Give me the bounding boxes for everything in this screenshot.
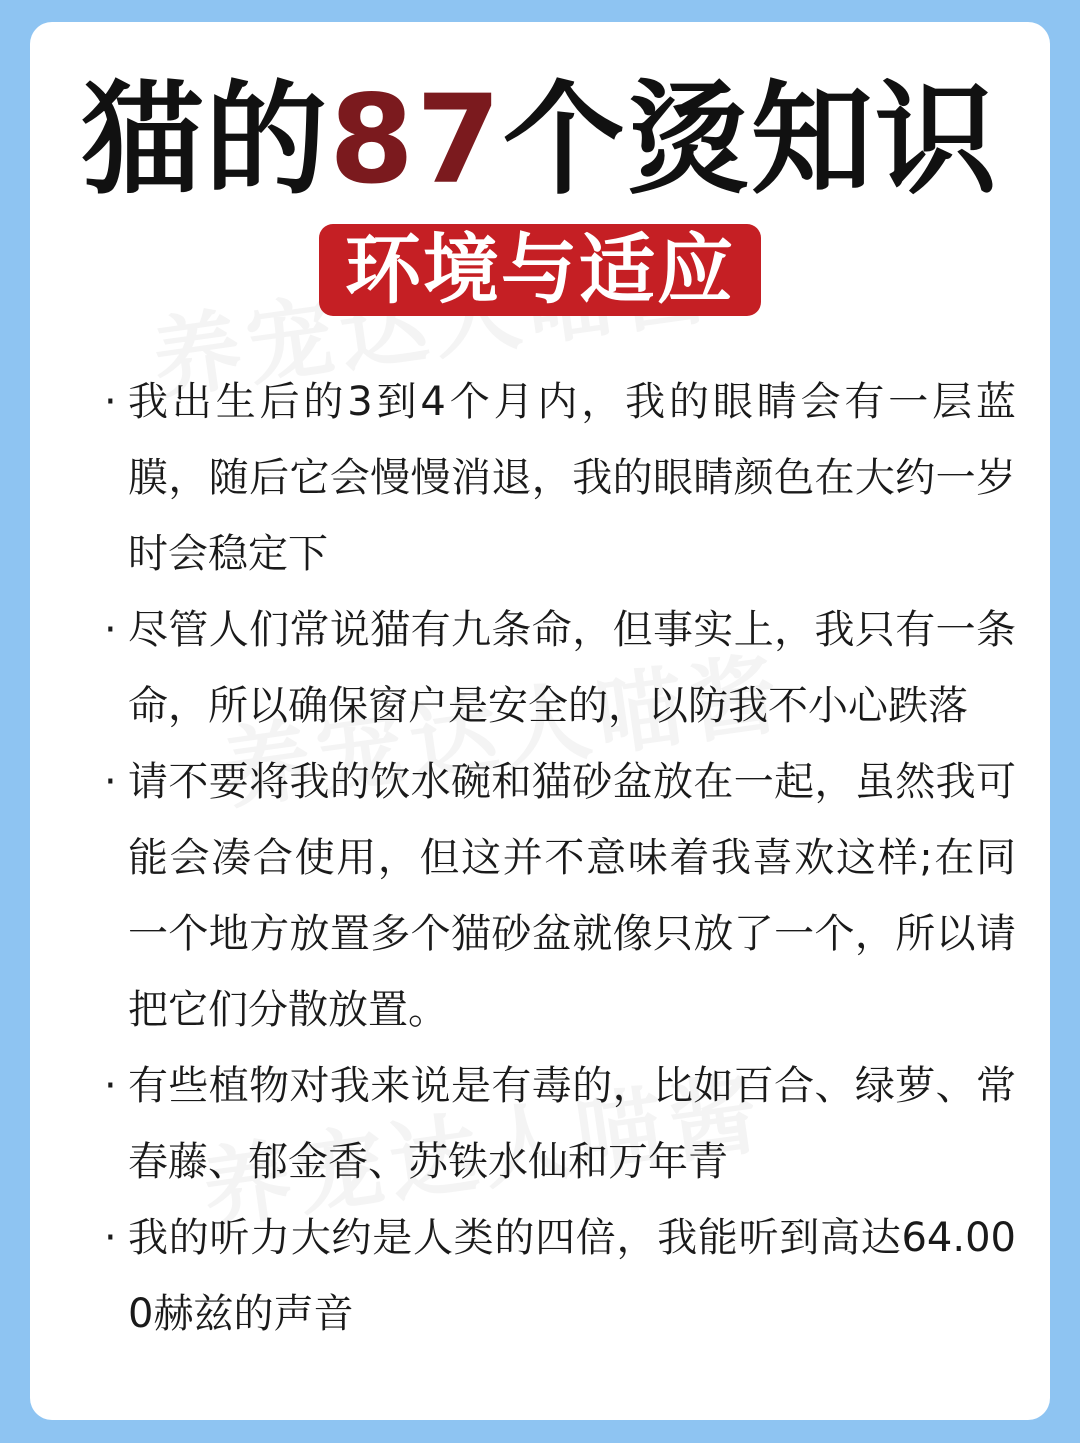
list-item-text: 请不要将我的饮水碗和猫砂盆放在一起，虽然我可能会凑合使用，但这并不意味着我喜欢这样;在同一个地方放置多个猫砂盆就像只放了一个，所以请把它们分散放置。 bbox=[128, 759, 1016, 1033]
list-item bbox=[104, 1200, 1016, 1352]
bullet-icon: · bbox=[104, 379, 117, 425]
bullet-icon: · bbox=[104, 1063, 117, 1109]
list-item bbox=[104, 592, 1016, 744]
section-badge-wrap bbox=[30, 224, 1050, 316]
page-title bbox=[30, 70, 1050, 210]
list-item-text: 有些植物对我来说是有毒的，比如百合、绿萝、常春藤、郁金香、苏铁水仙和万年青 bbox=[128, 1063, 1016, 1185]
bullet-icon: · bbox=[104, 607, 117, 653]
list-item bbox=[104, 1048, 1016, 1200]
list-item bbox=[104, 744, 1016, 1048]
list-item-text: 我出生后的3到4个月内，我的眼睛会有一层蓝膜，随后它会慢慢消退，我的眼睛颜色在大约一岁时会稳定下 bbox=[128, 379, 1016, 577]
bullet-icon: · bbox=[104, 759, 117, 805]
title-prefix: 猫的 bbox=[81, 69, 330, 211]
bullet-icon: · bbox=[104, 1215, 117, 1261]
list-item bbox=[104, 364, 1016, 592]
title-suffix: 个烫知识 bbox=[502, 69, 999, 211]
list-item-text: 尽管人们常说猫有九条命，但事实上，我只有一条命，所以确保窗户是安全的，以防我不小心跌落 bbox=[128, 607, 1016, 729]
title-number: 87 bbox=[329, 69, 503, 211]
section-badge: 环境与适应 bbox=[319, 224, 761, 316]
content-card bbox=[30, 22, 1050, 1420]
fact-list bbox=[104, 364, 1016, 1352]
list-item-text: 我的听力大约是人类的四倍，我能听到高达64.000赫兹的声音 bbox=[128, 1215, 1016, 1337]
